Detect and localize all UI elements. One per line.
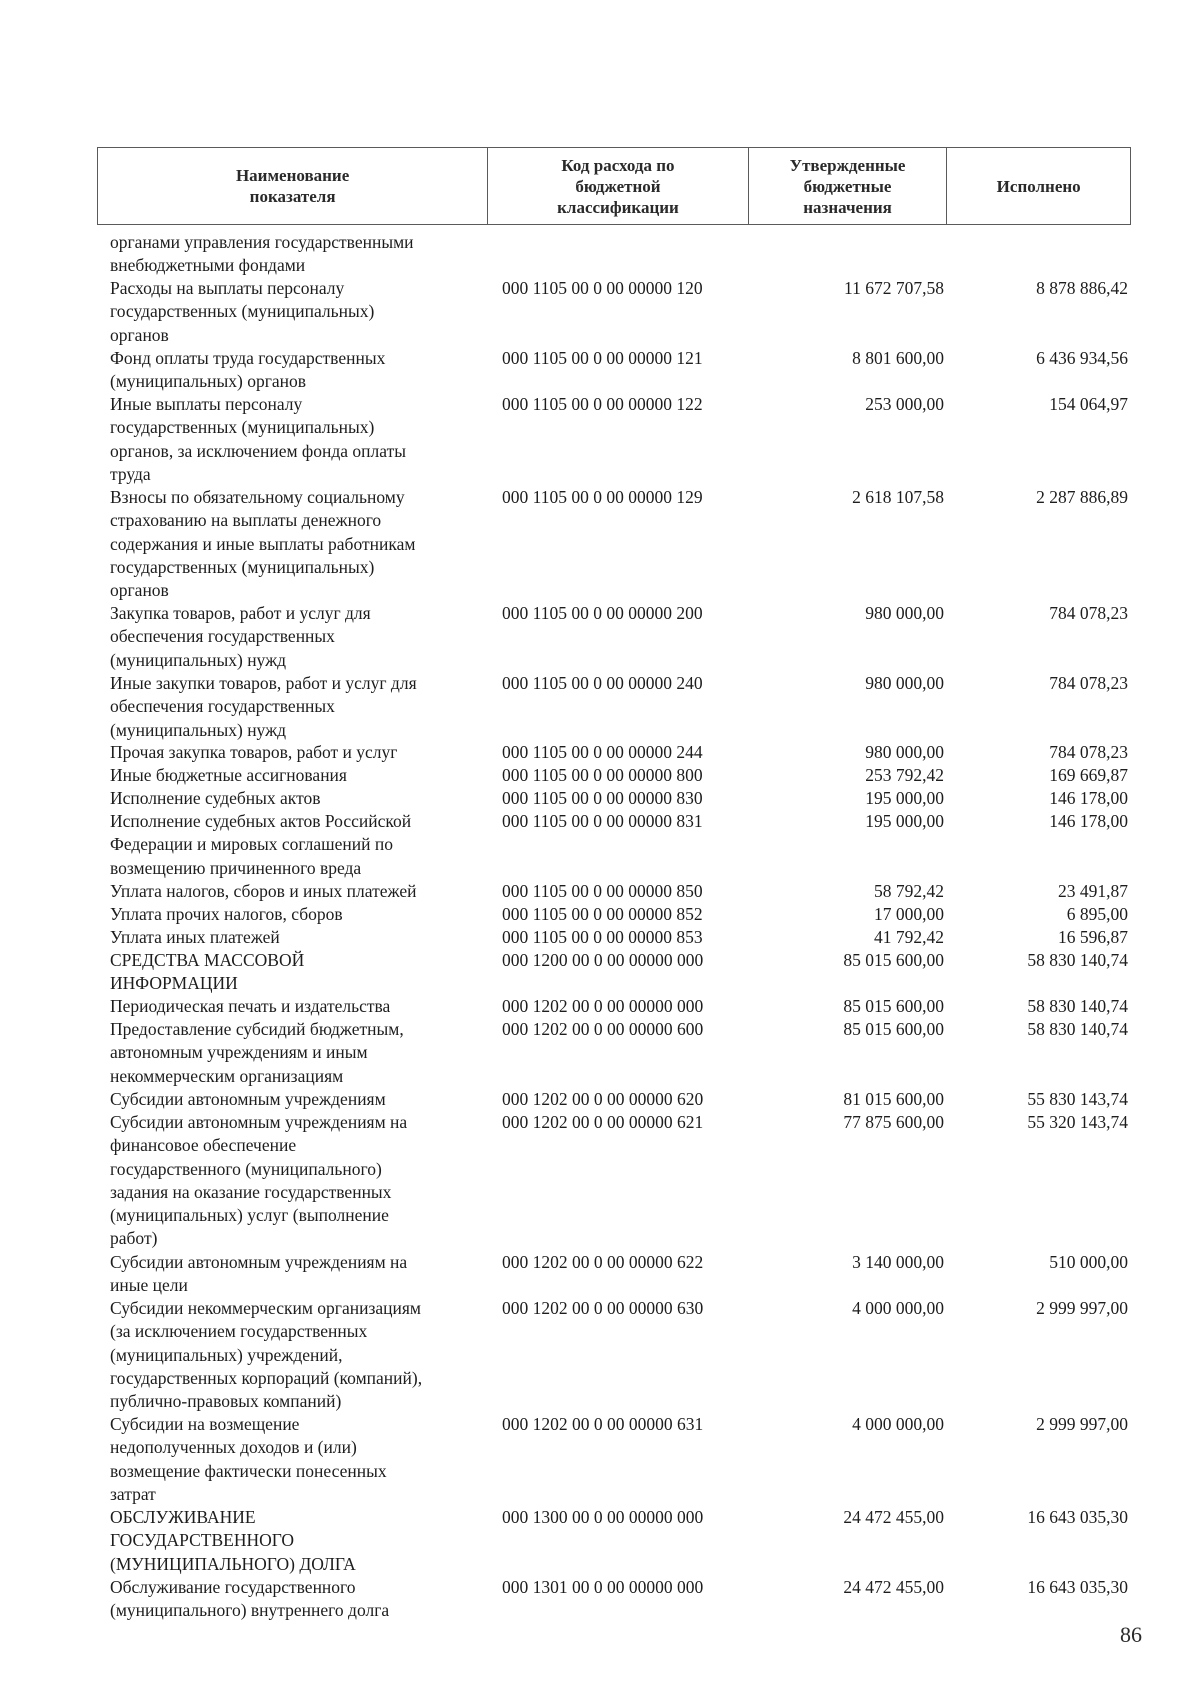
row-executed: 169 669,87 [1049,765,1128,785]
row-approved: 253 000,00 [865,394,944,414]
row-code: 000 1202 00 0 00 00000 622 [502,1252,704,1272]
row-code: 000 1105 00 0 00 00000 200 [502,603,703,623]
row-name: Субсидии автономным учреждениям [110,1089,386,1109]
table-row [0,231,1200,276]
row-code: 000 1105 00 0 00 00000 129 [502,487,703,507]
row-approved: 77 875 600,00 [843,1112,944,1132]
table-row [0,672,1200,740]
row-approved: 3 140 000,00 [852,1252,944,1272]
row-code: 000 1105 00 0 00 00000 831 [502,811,703,831]
table-row [0,393,1200,484]
table-row [0,1576,1200,1621]
row-code: 000 1202 00 0 00 00000 600 [502,1019,704,1039]
row-approved: 195 000,00 [865,788,944,808]
row-code: 000 1301 00 0 00 00000 000 [502,1577,704,1597]
row-executed: 146 178,00 [1049,788,1128,808]
table-row [0,880,1200,904]
row-name: СРЕДСТВА МАССОВОЙ ИНФОРМАЦИИ [110,950,305,994]
row-approved: 17 000,00 [874,904,944,924]
row-approved: 4 000 000,00 [852,1414,944,1434]
row-approved: 81 015 600,00 [843,1089,944,1109]
row-executed: 784 078,23 [1049,603,1128,623]
row-executed: 55 830 143,74 [1027,1089,1128,1109]
row-approved: 2 618 107,58 [852,487,944,507]
row-code: 000 1200 00 0 00 00000 000 [502,950,704,970]
row-name: Периодическая печать и издательства [110,996,391,1016]
row-approved: 85 015 600,00 [843,1019,944,1039]
row-name: Субсидии на возмещение недополученных доходов и (или) возмещение фактически понесенных затрат [110,1414,387,1504]
row-name: Субсидии автономным учреждениям на иные цели [110,1252,408,1296]
table-row [0,787,1200,811]
row-code: 000 1105 00 0 00 00000 800 [502,765,703,785]
row-name: Взносы по обязательному социальному страхованию на выплаты денежного содержания и иные выплаты работникам государственных (муниципальных) органов [110,487,416,601]
row-executed: 2 999 997,00 [1036,1414,1128,1434]
table-row [0,1506,1200,1574]
table-row [0,1088,1200,1112]
row-approved: 11 672 707,58 [844,278,944,298]
row-code: 000 1105 00 0 00 00000 122 [502,394,703,414]
table-row [0,949,1200,994]
row-executed: 23 491,87 [1058,881,1128,901]
row-approved: 24 472 455,00 [843,1577,944,1597]
row-executed: 6 436 934,56 [1036,348,1128,368]
row-name: Прочая закупка товаров, работ и услуг [110,742,398,762]
table-row [0,1251,1200,1296]
table-row [0,764,1200,788]
row-name: Уплата налогов, сборов и иных платежей [110,881,417,901]
table-row [0,995,1200,1019]
table-row [0,347,1200,392]
table-row [0,277,1200,345]
row-approved: 24 472 455,00 [843,1507,944,1527]
row-name: Иные закупки товаров, работ и услуг для обеспечения государственных (муниципальных) нужд [110,673,417,740]
page-number: 86 [1120,1622,1142,1647]
row-code: 000 1202 00 0 00 00000 631 [502,1414,704,1434]
row-name: Иные выплаты персоналу государственных (муниципальных) органов, за исключением фонда оплаты труда [110,394,406,484]
row-approved: 195 000,00 [865,811,944,831]
row-executed: 16 596,87 [1058,927,1128,947]
row-name: Обслуживание государственного (муниципального) внутреннего долга [110,1577,390,1621]
table-row [0,602,1200,670]
row-approved: 253 792,42 [865,765,944,785]
table-row [0,486,1200,601]
table-row [0,810,1200,878]
row-executed: 154 064,97 [1049,394,1128,414]
row-executed: 58 830 140,74 [1027,1019,1128,1039]
row-name: Уплата иных платежей [110,927,280,947]
row-code: 000 1105 00 0 00 00000 830 [502,788,703,808]
row-code: 000 1202 00 0 00 00000 621 [502,1112,704,1132]
row-executed: 784 078,23 [1049,742,1128,762]
row-name: Фонд оплаты труда государственных (муниципальных) органов [110,348,386,392]
row-code: 000 1105 00 0 00 00000 852 [502,904,703,924]
row-name: Субсидии автономным учреждениям на финансовое обеспечение государственного (муниципального) задания на оказание государственных (муниципальных) услуг (выполнение работ) [110,1112,408,1249]
row-approved: 980 000,00 [865,742,944,762]
row-name: Уплата прочих налогов, сборов [110,904,343,924]
row-approved: 41 792,42 [874,927,944,947]
table-header [97,147,1131,225]
row-executed: 58 830 140,74 [1027,950,1128,970]
row-name: Расходы на выплаты персоналу государственных (муниципальных) органов [110,278,375,345]
row-name: Иные бюджетные ассигнования [110,765,347,785]
header-code: Код расхода по бюджетной классификации [487,148,748,224]
row-executed: 6 895,00 [1066,904,1128,924]
row-executed: 2 999 997,00 [1036,1298,1128,1318]
row-executed: 146 178,00 [1049,811,1128,831]
header-approved: Утвержденные бюджетные назначения [748,148,947,224]
table-row [0,926,1200,950]
header-executed: Исполнено [946,148,1130,224]
row-name: Исполнение судебных актов [110,788,321,808]
row-executed: 55 320 143,74 [1027,1112,1128,1132]
row-approved: 4 000 000,00 [852,1298,944,1318]
row-code: 000 1202 00 0 00 00000 630 [502,1298,704,1318]
row-code: 000 1105 00 0 00 00000 850 [502,881,703,901]
row-approved: 85 015 600,00 [843,950,944,970]
row-code: 000 1105 00 0 00 00000 240 [502,673,703,693]
row-executed: 8 878 886,42 [1036,278,1128,298]
row-approved: 980 000,00 [865,603,944,623]
header-name: Наименование показателя [235,166,350,206]
row-code: 000 1300 00 0 00 00000 000 [502,1507,704,1527]
table-row [0,1413,1200,1504]
row-code: 000 1105 00 0 00 00000 244 [502,742,703,762]
table-row [0,1111,1200,1249]
row-approved: 85 015 600,00 [843,996,944,1016]
table-row [0,903,1200,927]
table-row [0,1297,1200,1412]
row-executed: 510 000,00 [1049,1252,1128,1272]
row-code: 000 1105 00 0 00 00000 121 [502,348,703,368]
row-executed: 784 078,23 [1049,673,1128,693]
row-name: органами управления государственными внебюджетными фондами [110,232,414,276]
row-name: Закупка товаров, работ и услуг для обеспечения государственных (муниципальных) нужд [110,603,371,670]
table-row [0,1018,1200,1086]
row-approved: 8 801 600,00 [852,348,944,368]
row-code: 000 1202 00 0 00 00000 620 [502,1089,704,1109]
row-executed: 16 643 035,30 [1027,1507,1128,1527]
row-executed: 2 287 886,89 [1036,487,1128,507]
row-code: 000 1202 00 0 00 00000 000 [502,996,704,1016]
row-approved: 980 000,00 [865,673,944,693]
row-name: Субсидии некоммерческим организациям (за исключением государственных (муниципальных) учреждений, государственных корпораций (компаний), публично-правовых компаний) [110,1298,423,1412]
row-approved: 58 792,42 [874,881,944,901]
row-executed: 16 643 035,30 [1027,1577,1128,1597]
row-name: Исполнение судебных актов Российской Федерации и мировых соглашений по возмещению причиненного вреда [110,811,412,878]
table-row [0,741,1200,765]
row-name: Предоставление субсидий бюджетным, автономным учреждениям и иным некоммерческим организациям [110,1019,404,1086]
row-code: 000 1105 00 0 00 00000 120 [502,278,703,298]
row-executed: 58 830 140,74 [1027,996,1128,1016]
row-name: ОБСЛУЖИВАНИЕ ГОСУДАРСТВЕННОГО (МУНИЦИПАЛЬНОГО) ДОЛГА [110,1507,356,1574]
row-code: 000 1105 00 0 00 00000 853 [502,927,703,947]
